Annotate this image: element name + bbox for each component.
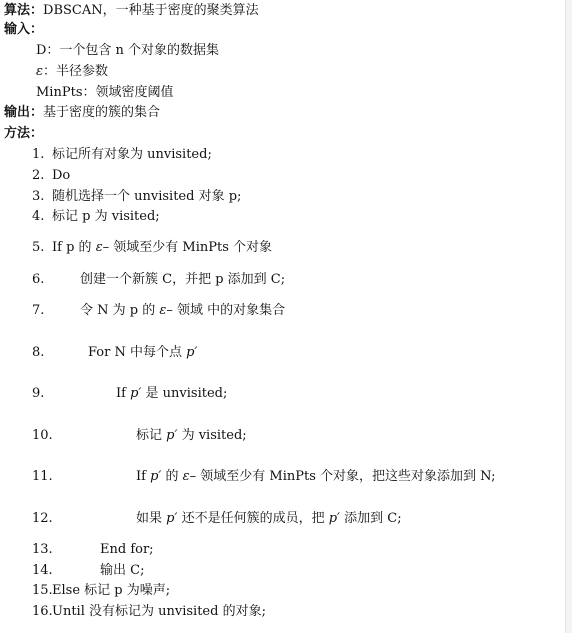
epsilon-symbol: ε (182, 469, 190, 484)
step-number: 10. (32, 428, 53, 443)
step-text: If p 的 (52, 240, 92, 255)
step-4 (32, 208, 160, 226)
algorithm-line (4, 2, 259, 20)
step-text-continued: – 领域至少有 MinPts 个对象 (102, 240, 273, 255)
epsilon-symbol: ε (36, 64, 43, 79)
step-text: 标记 p 为 visited; (52, 209, 160, 224)
step-text: End for; (100, 542, 154, 557)
step-14 (32, 562, 144, 580)
input-eps-text: ：半径参数 (42, 64, 108, 79)
scrollbar-track[interactable] (565, 0, 572, 633)
step-2 (32, 167, 70, 185)
input-d-line: D：一个包含 n 个对象的数据集 (36, 43, 220, 58)
step-text: Until 没有标记为 unvisited 的对象; (52, 604, 266, 619)
step-13 (32, 541, 154, 559)
step-number: 14. (32, 563, 53, 578)
step-text-end: – 领域至少有 MinPts 个对象，把这些对象添加到 N; (189, 469, 496, 484)
step-11 (32, 468, 495, 486)
input-eps-line (36, 63, 108, 81)
step-text: 令 N 为 p 的 (80, 303, 156, 318)
step-text-continued: – 领域 中的对象集合 (166, 303, 286, 318)
p-prime-symbol: p′ (166, 428, 178, 443)
step-1 (32, 146, 212, 164)
step-text: 创建一个新簇 C，并把 p 添加到 C; (80, 272, 286, 287)
step-number: 9. (32, 386, 45, 401)
step-9 (32, 385, 227, 403)
step-number: 15. (32, 583, 53, 598)
step-text-continued: 是 unvisited; (145, 386, 228, 401)
step-number: 12. (32, 511, 53, 526)
p-prime-symbol: p′ (130, 386, 142, 401)
step-number: 3. (32, 189, 45, 204)
step-5 (32, 239, 272, 257)
epsilon-symbol: ε (95, 240, 103, 255)
step-text: Else 标记 p 为噪声; (52, 583, 171, 598)
step-text: Do (52, 168, 71, 183)
step-15 (32, 582, 170, 600)
step-number: 8. (32, 345, 45, 360)
step-6 (32, 271, 285, 289)
step-number: 13. (32, 542, 53, 557)
epsilon-symbol: ε (159, 303, 167, 318)
algorithm-text: DBSCAN，一种基于密度的聚类算法 (43, 3, 259, 18)
step-text: 随机选择一个 unvisited 对象 p; (52, 189, 242, 204)
step-text: 输出 C; (100, 563, 145, 578)
step-10 (32, 427, 247, 445)
step-text: 标记所有对象为 unvisited; (52, 147, 212, 162)
algorithm-label: 算法： (4, 3, 44, 18)
step-text-end: 添加到 C; (344, 511, 402, 526)
step-text: 如果 (136, 511, 163, 526)
step-text: For N 中每个点 (88, 345, 182, 360)
output-label: 输出： (4, 105, 44, 120)
step-text-continued: 为 visited; (181, 428, 247, 443)
step-16 (32, 603, 266, 621)
step-number: 6. (32, 272, 45, 287)
step-number: 16. (32, 604, 53, 619)
step-number: 7. (32, 303, 45, 318)
step-number: 2. (32, 168, 45, 183)
input-label: 输入： (4, 22, 44, 37)
step-text-continued: 还不是任何簇的成员，把 (181, 511, 325, 526)
p-prime-symbol: p′ (186, 345, 198, 360)
step-number: 11. (32, 469, 53, 484)
step-number: 5. (32, 240, 45, 255)
p-prime-symbol: p′ (166, 511, 178, 526)
output-line (4, 104, 160, 122)
step-8 (32, 344, 197, 362)
step-3 (32, 188, 241, 206)
p-prime-symbol: p′ (328, 511, 341, 526)
step-number: 4. (32, 209, 45, 224)
method-label: 方法： (4, 126, 44, 141)
step-7 (32, 302, 285, 320)
step-text: If (136, 469, 146, 484)
input-minpts-line: MinPts：领域密度阈值 (36, 85, 174, 100)
step-text: If (116, 386, 126, 401)
step-text: 标记 (136, 428, 163, 443)
step-number: 1. (32, 147, 45, 162)
step-12 (32, 510, 402, 528)
p-prime-symbol: p′ (150, 469, 162, 484)
output-text: 基于密度的簇的集合 (43, 105, 161, 120)
step-text-continued: 的 (165, 469, 179, 484)
